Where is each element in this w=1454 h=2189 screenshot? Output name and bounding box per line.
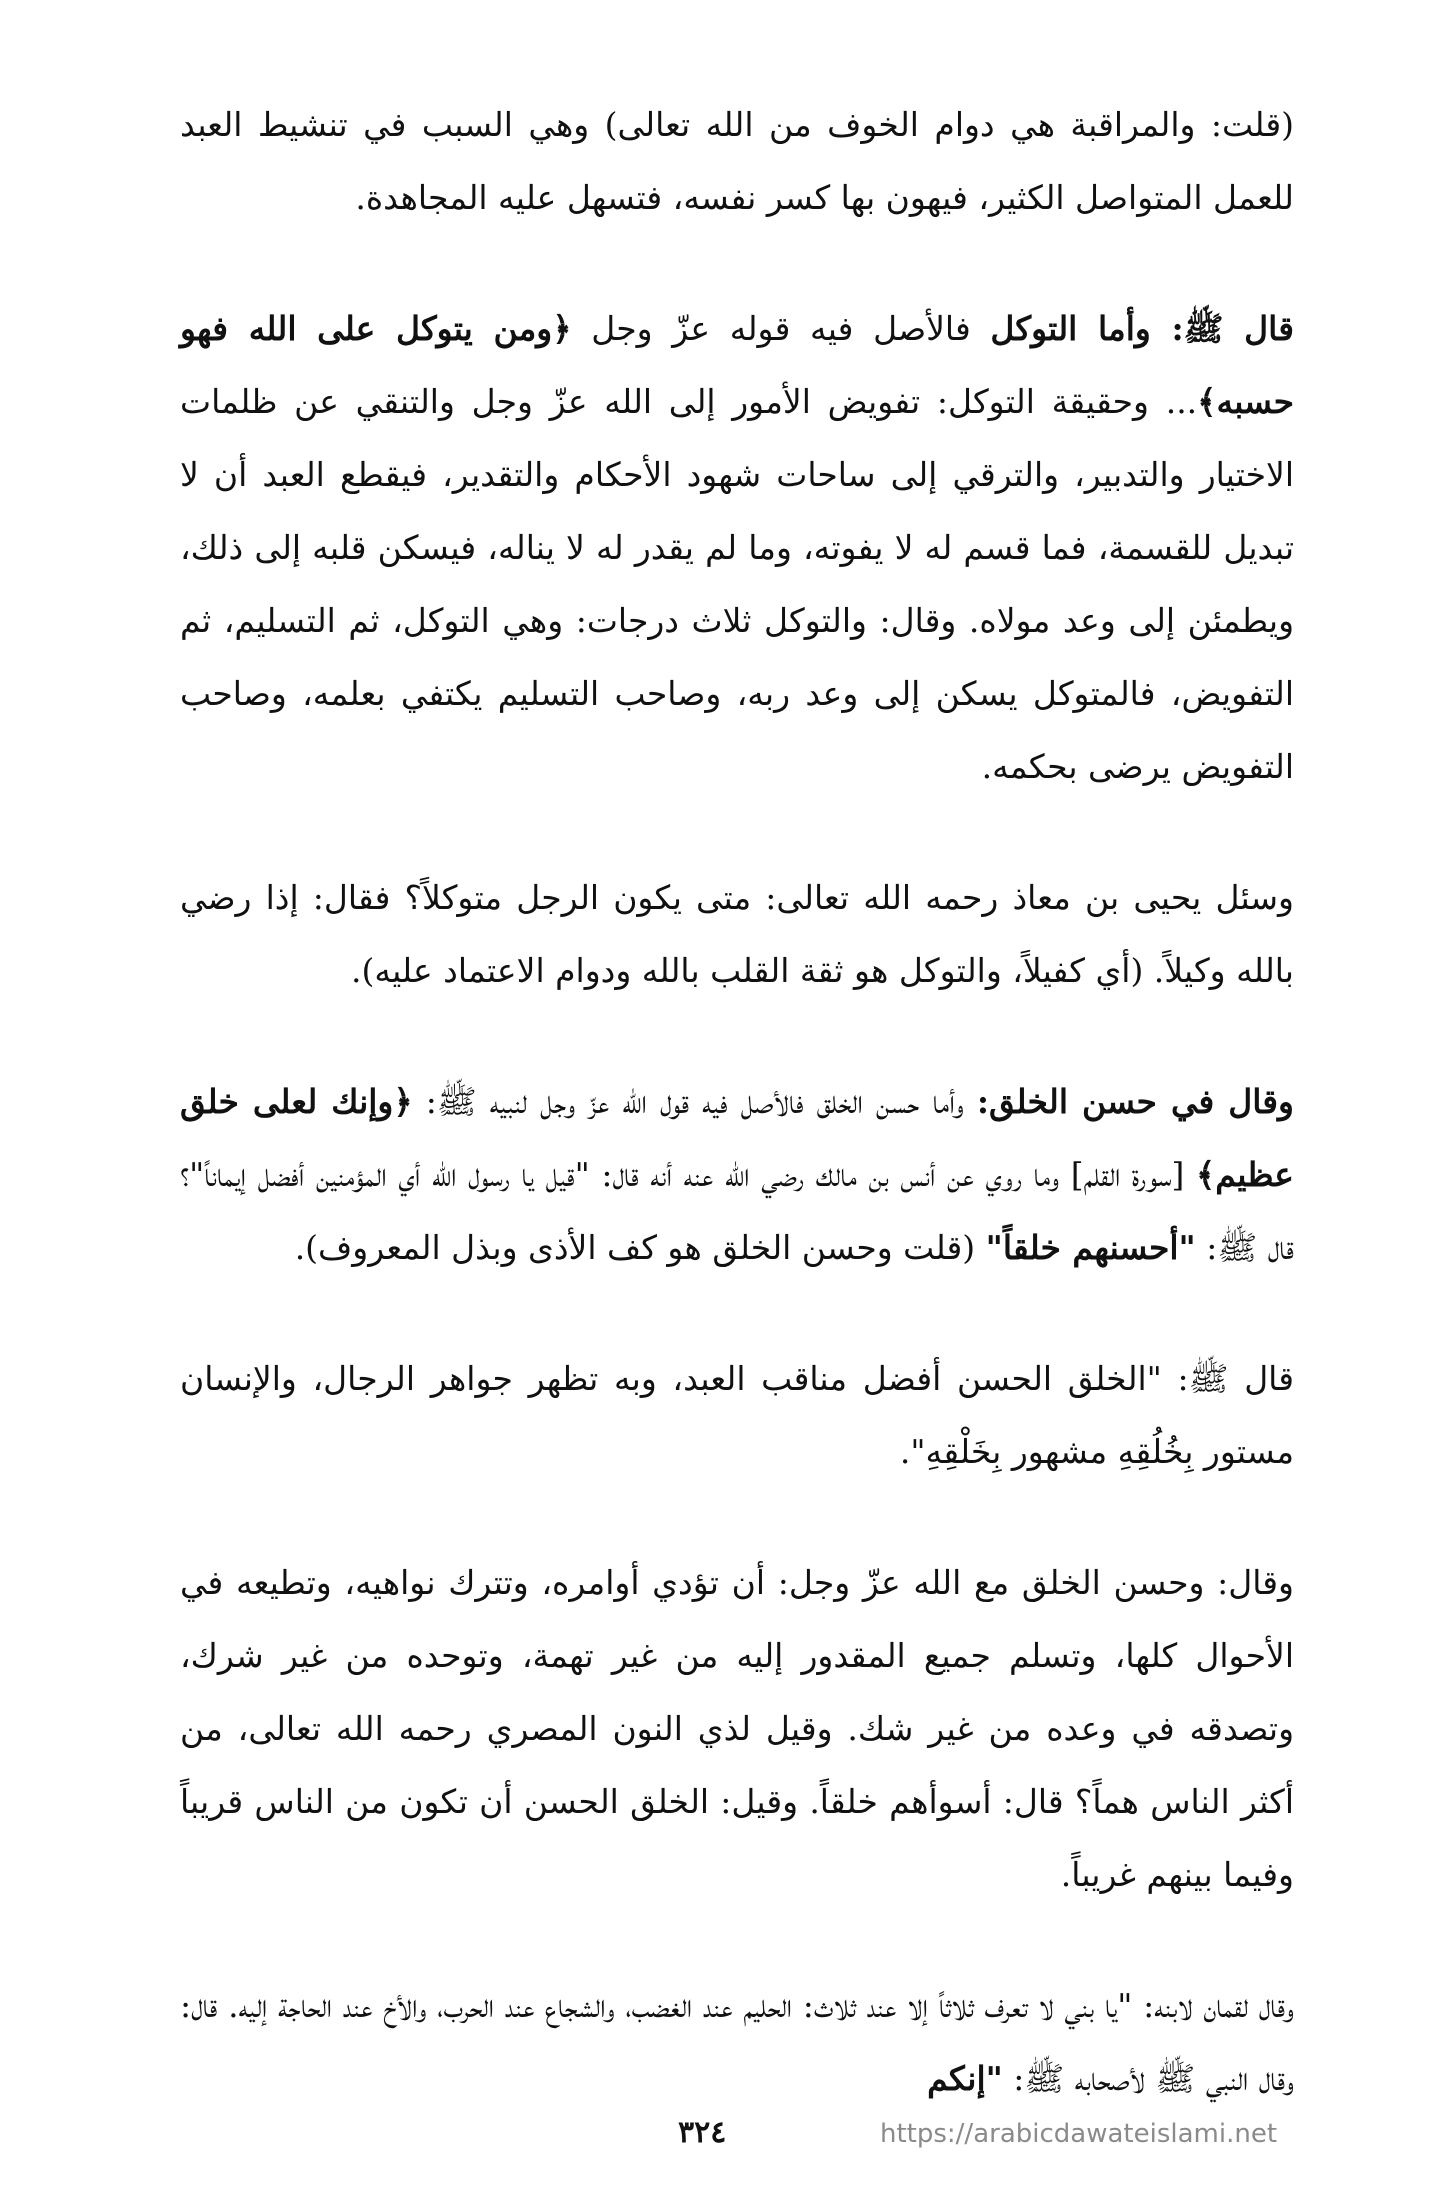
text-segment: (قلت: والمراقبة هي دوام الخوف من الله تعالى) وهي السبب في تنشيط العبد للعمل المتواصل الكثير، فيهون بها كسر نفسه، فتسهل عليه المجاهدة. bbox=[180, 105, 1294, 217]
page-body bbox=[180, 88, 1294, 2173]
page-footer bbox=[0, 2115, 1454, 2155]
text-segment: [سورة القلم] وما روي عن أنس بن مالك رضي الله عنه أنه قال: "قيل يا رسول الله أي المؤمنين أفضل إيماناً"؟ قال ﷺ: bbox=[180, 1155, 1294, 1267]
section-heading-khuluq: وقال في حسن الخلق: bbox=[976, 1082, 1294, 1121]
text-segment-bold: "إنكم bbox=[927, 2059, 1003, 2098]
watermark-url: https://arabicdawateislami.net bbox=[880, 2119, 1278, 2149]
paragraph-husn-al-khuluq bbox=[180, 1065, 1294, 1284]
text-segment: ... وحقيقة التوكل: تفويض الأمور إلى الله عزّ وجل والتنقي عن ظلمات الاختيار والتدبير، والترقي إلى ساحات شهود الأحكام والتقدير، فيقطع العبد أن لا تبديل للقسمة، فما قسم له لا يفوته، وما لم يقدر له لا يناله، فيسكن قلبه إلى ذلك، ويطمئن إلى وعد مولاه. وقال: والتوكل ثلاث درجات: وهي التوكل، ثم التسليم، ثم التفويض، فالمتوكل يسكن إلى وعد ربه، وصاحب التسليم يكتفي بعلمه، وصاحب التفويض يرضى بحكمه. bbox=[180, 382, 1294, 786]
text-segment: وقال لقمان لابنه: "يا بني لا تعرف ثلاثاً إلا عند ثلاث: الحليم عند الغضب، والشجاع عند الحرب، والأخ عند الحاجة إليه. قال: وقال النبي ﷺ لأصحابه ﷺ: bbox=[180, 1986, 1294, 2098]
paragraph-khuluq-hasan bbox=[180, 1342, 1294, 1488]
paragraph-yahya-ibn-muadh bbox=[180, 861, 1294, 1007]
paragraph-muraqaba bbox=[180, 88, 1294, 234]
hadith-quote: "أحسنهم خلقاً" bbox=[985, 1228, 1196, 1267]
text-segment: قال ﷺ: "الخلق الحسن أفضل مناقب العبد، وبه تظهر جواهر الرجال، والإنسان مستور بِخُلُقِهِ مشهور بِخَلْقِهِ". bbox=[180, 1359, 1294, 1471]
section-heading-tawakkul: قال ﷺ: وأما التوكل bbox=[990, 309, 1294, 348]
text-segment: وسئل يحيى بن معاذ رحمه الله تعالى: متى يكون الرجل متوكلاً؟ فقال: إذا رضي بالله وكيلاً. (أي كفيلاً، والتوكل هو ثقة القلب بالله ودوام الاعتماد عليه). bbox=[180, 878, 1294, 990]
quran-verse: ﴿وإنك لعلى خلق عظيم﴾ bbox=[180, 1082, 1294, 1194]
quran-verse: ﴿ومن يتوكل على الله فهو حسبه﴾ bbox=[180, 309, 1294, 421]
paragraph-tawakkul bbox=[180, 292, 1294, 803]
paragraph-luqman bbox=[180, 1969, 1294, 2115]
page-number: ٣٢٤ bbox=[678, 2115, 727, 2150]
text-segment: وأما حسن الخلق فالأصل فيه قول الله عزّ وجل لنبيه ﷺ: bbox=[412, 1082, 977, 1121]
text-segment: فالأصل فيه قوله عزّ وجل bbox=[571, 309, 991, 348]
text-segment: (قلت وحسن الخلق هو كف الأذى وبذل المعروف). bbox=[294, 1228, 986, 1267]
text-segment: وقال: وحسن الخلق مع الله عزّ وجل: أن تؤدي أوامره، وتترك نواهيه، وتطيعه في الأحوال كلها، وتسلم جميع المقدور إليه من غير تهمة، وتوحده من غير شرك، وتصدقه في وعده من غير شك. وقيل لذي النون المصري رحمه الله تعالى، من أكثر الناس هماً؟ قال: أسوأهم خلقاً. وقيل: الخلق الحسن أن تكون من الناس قريباً وفيما بينهم غريباً. bbox=[180, 1563, 1294, 1894]
paragraph-husn-ma-allah bbox=[180, 1546, 1294, 1911]
